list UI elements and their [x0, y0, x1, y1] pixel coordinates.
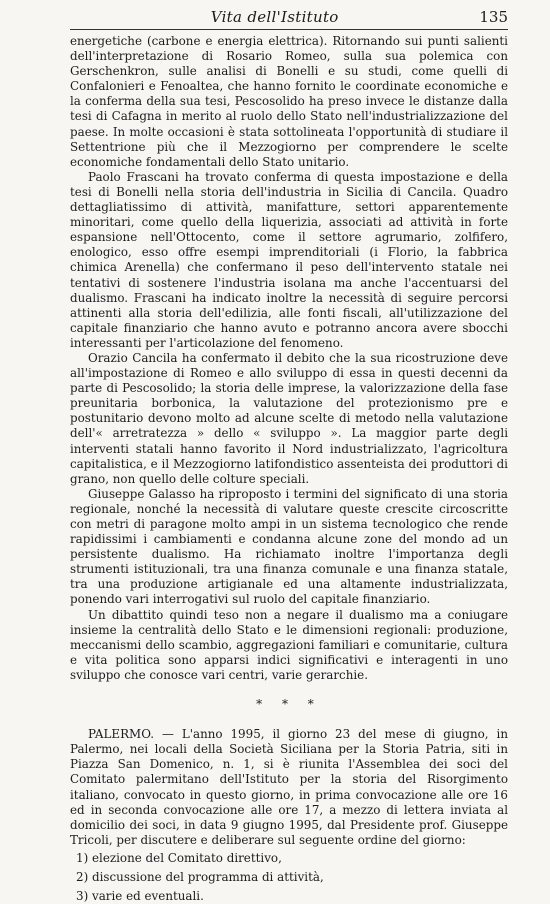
paragraph-conclusion: Un dibattito quindi teso non a negare il dualismo ma a coniugare insieme la centralità dello Stato e le dimensioni regionali: produzione, meccanismi dello scambio, aggregazioni familiari e comunitarie, cultura e vita politica sono apparsi indici significativi e interagenti in uno sviluppo che conosce vari centri, varie gerarchie.: [70, 607, 508, 682]
paragraph-galasso: Giuseppe Galasso ha riproposto i termini del significato di una storia regionale, nonché la necessità di valutare queste crescite circoscritte con metri di paragone molto ampi in un sistema tecnologico che rende rapidissimi i cambiamenti e condanna alcune zone del mondo ad un persistente dualismo. Ha richiamato inoltre l'importanza degli strumenti istituzionali, tra una finanza comunale e una finanza statale, tra una produzione artigianale ed una altamente industrializzata, ponendo vari interrogativi sul ruolo del capitale finanziario.: [70, 486, 508, 607]
paragraph-frascani: Paolo Frascani ha trovato conferma di questa impostazione e della tesi di Bonelli nella storia dell'industria in Sicilia di Cancila. Quadro dettagliatissimo di attività, manifatture, settori apparentemente minoritari, come quello della liquerizia, associati ad attività in forte espansione nell'Ottocento, come il settore agrumario, zolfifero, enologico, esso offre esempi imprenditoriali (i Florio, la fabbrica chimica Arenella) che confermano il peso dell'intervento statale nei tentativi di sostenere l'industria isolana ma anche l'accentuarsi del dualismo. Frascani ha indicato inoltre la necessità di seguire percorsi attinenti alla storia dell'edilizia, alle fonti fiscali, all'utilizzazione del capitale finanziario che hanno avuto e potranno ancora avere sbocchi interessanti per l'articolazione del fenomeno.: [70, 169, 508, 350]
paragraph-palermo: PALERMO. — L'anno 1995, il giorno 23 del mese di giugno, in Palermo, nei locali della Società Siciliana per la Storia Patria, siti in Piazza San Domenico, n. 1, si è riunita l'Assemblea dei soci del Comitato palermitano dell'Istituto per la storia del Risorgimento italiano, convocato in questo giorno, in prima convocazione alle ore 16 ed in seconda convocazione alle ore 17, a mezzo di lettera inviata al domicilio dei soci, in data 9 giugno 1995, dal Presidente prof. Giuseppe Tricoli, per discutere e deliberare sul seguente ordine del giorno:: [70, 727, 508, 847]
agenda-item: 3) varie ed eventuali.: [76, 889, 204, 904]
page-number: 135: [479, 8, 508, 26]
running-head: Vita dell'Istituto: [210, 8, 339, 26]
article-body: [70, 34, 508, 904]
agenda-item: 2) discussione del programma di attività,: [76, 869, 324, 884]
page-header: [70, 8, 508, 30]
paragraph-cancila: Orazio Cancila ha confermato il debito che la sua ricostruzione deve all'impostazione di Romeo e allo sviluppo di essa in questi decenni da parte di Pescosolido; la storia delle imprese, la valorizzazione della fase preunitaria borbonica, la valutazione del protezionismo pre e postunitario devono molto ad alcune scelte di metodo nella valutazione dell'« arretratezza » dello « sviluppo ». La maggior parte degli interventi statali hanno favorito il Nord industrializzato, l'agricoltura capitalistica, e il Mezzogiorno latifondistico assenteista dei produttori di grano, non quello delle colture speciali.: [70, 350, 508, 486]
paragraph-continuation: energetiche (carbone e energia elettrica). Ritornando sui punti salienti dell'interpretazione di Rosario Romeo, sulla sua polemica con Gerschenkron, sulle analisi di Bonelli e su studi, come quelli di Confalonieri e Fenoaltea, che hanno fornito le coordinate economiche e la conferma della sua tesi, Pescosolido ha preso invece le distanze dalla tesi di Cafagna in merito al ruolo dello Stato nell'industrializzazione del paese. In molte occasioni è stata sottolineata l'opportunità di studiare il Settentrione più che il Mezzogiorno per comprendere le scelte economiche fondamentali dello Stato unitario.: [70, 34, 508, 169]
agenda-list: [70, 851, 508, 904]
agenda-item: 1) elezione del Comitato direttivo,: [76, 850, 282, 865]
section-separator: * * *: [256, 697, 322, 712]
